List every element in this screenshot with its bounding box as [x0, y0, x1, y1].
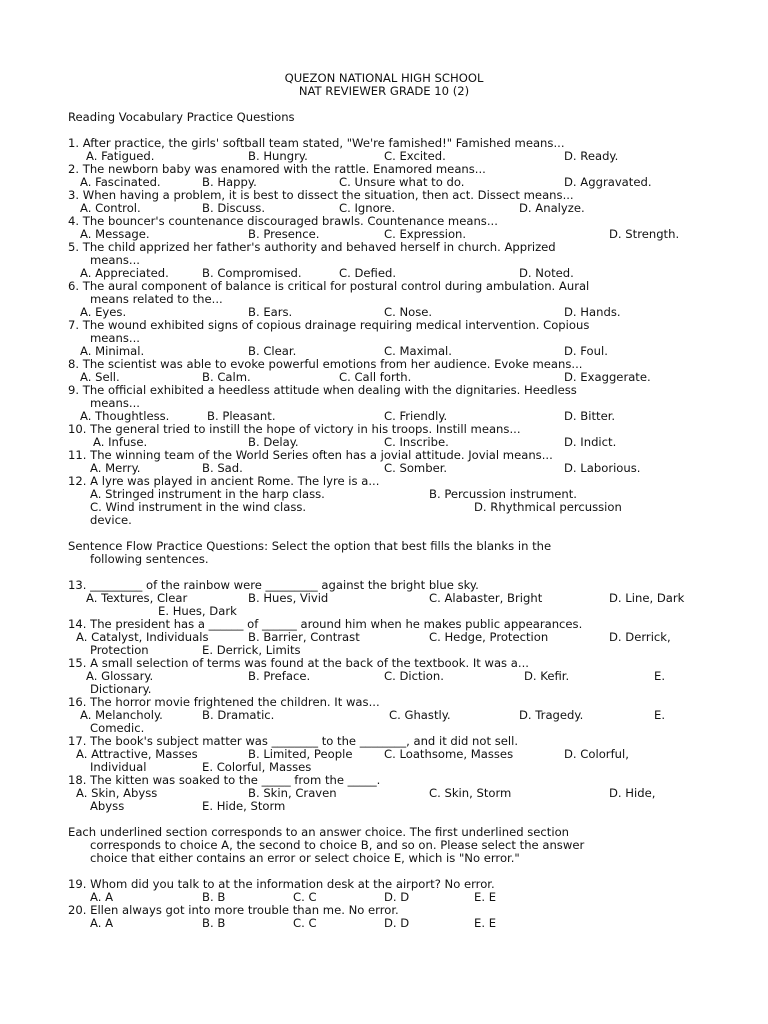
question-6-option-a: A. Eyes.: [80, 305, 127, 319]
question-4-stem: 4. The bouncer's countenance discouraged brawls. Countenance means...: [68, 214, 498, 228]
question-2-option-b: B. Happy.: [202, 175, 257, 189]
error-instructions-line-2: corresponds to choice A, the second to choice B, and so on. Please select the answer: [90, 838, 585, 852]
question-13-option-e: E. Hues, Dark: [158, 604, 237, 618]
question-12-option-a: A. Stringed instrument in the harp class.: [90, 487, 325, 501]
error-instructions-line-3: choice that either contains an error or select choice E, which is "No error.": [90, 851, 520, 865]
question-17-option-a: A. Attractive, Masses: [76, 747, 198, 761]
question-13-option-a: A. Textures, Clear: [86, 591, 188, 605]
question-19-option-c: C. C: [293, 890, 317, 904]
question-5-option-b: B. Compromised.: [202, 266, 302, 280]
question-15-option-c: C. Diction.: [384, 669, 444, 683]
question-17-option-d: D. Colorful,: [564, 747, 629, 761]
question-14-option-c: C. Hedge, Protection: [429, 630, 549, 644]
question-18-option-b: B. Skin, Craven: [248, 786, 337, 800]
question-7-stem-cont: means...: [90, 331, 140, 345]
question-20-option-a: A. A: [90, 916, 114, 930]
question-16-option-d: D. Tragedy.: [519, 708, 584, 722]
question-19-option-d: D. D: [384, 890, 410, 904]
question-1-option-c: C. Excited.: [384, 149, 446, 163]
question-13-option-c: C. Alabaster, Bright: [429, 591, 543, 605]
question-14-option-e: E. Derrick, Limits: [202, 643, 301, 657]
question-5-stem: 5. The child apprized her father's authority and behaved herself in church. Apprized: [68, 240, 556, 254]
question-3-option-c: C. Ignore.: [339, 201, 396, 215]
question-9-stem-cont: means...: [90, 396, 140, 410]
question-20-option-e: E. E: [474, 916, 497, 930]
question-10-stem: 10. The general tried to instill the hope of victory in his troops. Instill means...: [68, 422, 521, 436]
question-17-option-c: C. Loathsome, Masses: [384, 747, 514, 761]
question-15-option-b: B. Preface.: [248, 669, 311, 683]
school-name: QUEZON NATIONAL HIGH SCHOOL: [284, 71, 484, 85]
question-2-stem: 2. The newborn baby was enamored with the rattle. Enamored means...: [68, 162, 486, 176]
question-19-option-a: A. A: [90, 890, 114, 904]
question-10-option-d: D. Indict.: [564, 435, 617, 449]
question-5-option-a: A. Appreciated.: [80, 266, 169, 280]
question-6-option-d: D. Hands.: [564, 305, 621, 319]
question-5-option-c: C. Defied.: [339, 266, 397, 280]
question-12-option-d-cont: device.: [90, 513, 132, 527]
question-9-stem: 9. The official exhibited a heedless attitude when dealing with the dignitaries. Heedless: [68, 383, 577, 397]
question-20-option-b: B. B: [202, 916, 226, 930]
question-11-option-d: D. Laborious.: [564, 461, 641, 475]
question-7-stem: 7. The wound exhibited signs of copious drainage requiring medical intervention. Copious: [68, 318, 590, 332]
question-18-option-d-cont: Abyss: [90, 799, 125, 813]
question-3-option-a: A. Control.: [80, 201, 141, 215]
question-15-stem: 15. A small selection of terms was found at the back of the textbook. It was a...: [68, 656, 529, 670]
question-7-option-c: C. Maximal.: [384, 344, 452, 358]
question-7-option-b: B. Clear.: [248, 344, 297, 358]
question-15-option-e: E.: [654, 669, 666, 683]
question-18-option-d: D. Hide,: [609, 786, 656, 800]
question-19-option-b: B. B: [202, 890, 226, 904]
question-18-option-e: E. Hide, Storm: [202, 799, 286, 813]
question-12-stem: 12. A lyre was played in ancient Rome. The lyre is a...: [68, 474, 380, 488]
question-20-option-d: D. D: [384, 916, 410, 930]
question-18-stem: 18. The kitten was soaked to the _____ from the _____.: [68, 773, 381, 787]
question-17-option-b: B. Limited, People: [248, 747, 353, 761]
question-9-option-d: D. Bitter.: [564, 409, 616, 423]
question-12-option-d: D. Rhythmical percussion: [474, 500, 622, 514]
question-14-stem: 14. The president has a ______ of ______ around him when he makes public appearances.: [68, 617, 583, 631]
question-11-stem: 11. The winning team of the World Series often has a jovial attitude. Jovial means...: [68, 448, 553, 462]
question-7-option-d: D. Foul.: [564, 344, 608, 358]
section-heading-sentence-flow: Sentence Flow Practice Questions: Select the option that best fills the blanks in the: [68, 539, 552, 553]
question-11-option-c: C. Somber.: [384, 461, 448, 475]
question-5-stem-cont: means...: [90, 253, 140, 267]
question-14-option-d: D. Derrick,: [609, 630, 671, 644]
question-12-option-c: C. Wind instrument in the wind class.: [90, 500, 307, 514]
question-10-option-b: B. Delay.: [248, 435, 299, 449]
question-3-stem: 3. When having a problem, it is best to dissect the situation, then act. Dissect means...: [68, 188, 574, 202]
error-instructions-line-1: Each underlined section corresponds to an answer choice. The first underlined section: [68, 825, 570, 839]
question-8-option-b: B. Calm.: [202, 370, 251, 384]
question-4-option-c: C. Expression.: [384, 227, 467, 241]
question-10-option-c: C. Inscribe.: [384, 435, 449, 449]
question-7-option-a: A. Minimal.: [80, 344, 145, 358]
question-13-stem: 13. _________ of the rainbow were _________ against the bright blue sky.: [68, 578, 479, 592]
question-16-option-b: B. Dramatic.: [202, 708, 275, 722]
question-20-stem: 20. Ellen always got into more trouble than me. No error.: [68, 903, 399, 917]
question-18-option-a: A. Skin, Abyss: [76, 786, 158, 800]
question-8-option-d: D. Exaggerate.: [564, 370, 651, 384]
section-heading-sentence-flow-cont: following sentences.: [90, 552, 209, 566]
question-9-option-b: B. Pleasant.: [207, 409, 276, 423]
question-14-option-b: B. Barrier, Contrast: [248, 630, 360, 644]
page-title: NAT REVIEWER GRADE 10 (2): [298, 84, 470, 98]
question-6-stem: 6. The aural component of balance is critical for postural control during ambulation. Aural: [68, 279, 590, 293]
question-15-option-a: A. Glossary.: [86, 669, 154, 683]
question-2-option-a: A. Fascinated.: [80, 175, 161, 189]
question-5-option-d: D. Noted.: [519, 266, 574, 280]
question-16-option-c: C. Ghastly.: [389, 708, 451, 722]
question-3-option-b: B. Discuss.: [202, 201, 266, 215]
section-heading-vocabulary: Reading Vocabulary Practice Questions: [68, 110, 295, 124]
question-13-option-b: B. Hues, Vivid: [248, 591, 329, 605]
question-1-stem: 1. After practice, the girls' softball team stated, "We're famished!" Famished means...: [68, 136, 565, 150]
question-17-stem: 17. The book's subject matter was ________ to the ________, and it did not sell.: [68, 734, 519, 748]
question-2-option-c: C. Unsure what to do.: [339, 175, 465, 189]
question-14-option-a: A. Catalyst, Individuals: [76, 630, 209, 644]
question-11-option-b: B. Sad.: [202, 461, 243, 475]
question-8-option-a: A. Sell.: [80, 370, 120, 384]
question-9-option-a: A. Thoughtless.: [80, 409, 170, 423]
question-8-stem: 8. The scientist was able to evoke powerful emotions from her audience. Evoke means...: [68, 357, 583, 371]
question-10-option-a: A. Infuse.: [93, 435, 148, 449]
question-2-option-d: D. Aggravated.: [564, 175, 652, 189]
question-6-option-b: B. Ears.: [248, 305, 293, 319]
question-16-option-e: E.: [654, 708, 666, 722]
question-12-option-b: B. Percussion instrument.: [429, 487, 577, 501]
question-6-option-c: C. Nose.: [384, 305, 433, 319]
question-14-option-d-cont: Protection: [90, 643, 149, 657]
question-6-stem-cont: means related to the...: [90, 292, 223, 306]
question-19-stem: 19. Whom did you talk to at the information desk at the airport? No error.: [68, 877, 495, 891]
question-3-option-d: D. Analyze.: [519, 201, 585, 215]
question-4-option-a: A. Message.: [80, 227, 150, 241]
question-1-option-d: D. Ready.: [564, 149, 619, 163]
question-9-option-c: C. Friendly.: [384, 409, 448, 423]
question-4-option-d: D. Strength.: [609, 227, 680, 241]
question-20-option-c: C. C: [293, 916, 317, 930]
question-18-option-c: C. Skin, Storm: [429, 786, 512, 800]
question-1-option-b: B. Hungry.: [248, 149, 308, 163]
question-4-option-b: B. Presence.: [248, 227, 320, 241]
question-17-option-e: E. Colorful, Masses: [202, 760, 312, 774]
question-13-option-d: D. Line, Dark: [609, 591, 685, 605]
question-17-option-d-cont: Individual: [90, 760, 147, 774]
question-16-option-e-cont: Comedic.: [90, 721, 145, 735]
question-15-option-e-cont: Dictionary.: [90, 682, 152, 696]
question-15-option-d: D. Kefir.: [524, 669, 570, 683]
question-8-option-c: C. Call forth.: [339, 370, 412, 384]
question-19-option-e: E. E: [474, 890, 497, 904]
question-11-option-a: A. Merry.: [90, 461, 141, 475]
question-1-option-a: A. Fatigued.: [86, 149, 155, 163]
question-16-stem: 16. The horror movie frightened the children. It was...: [68, 695, 380, 709]
question-16-option-a: A. Melancholy.: [80, 708, 163, 722]
